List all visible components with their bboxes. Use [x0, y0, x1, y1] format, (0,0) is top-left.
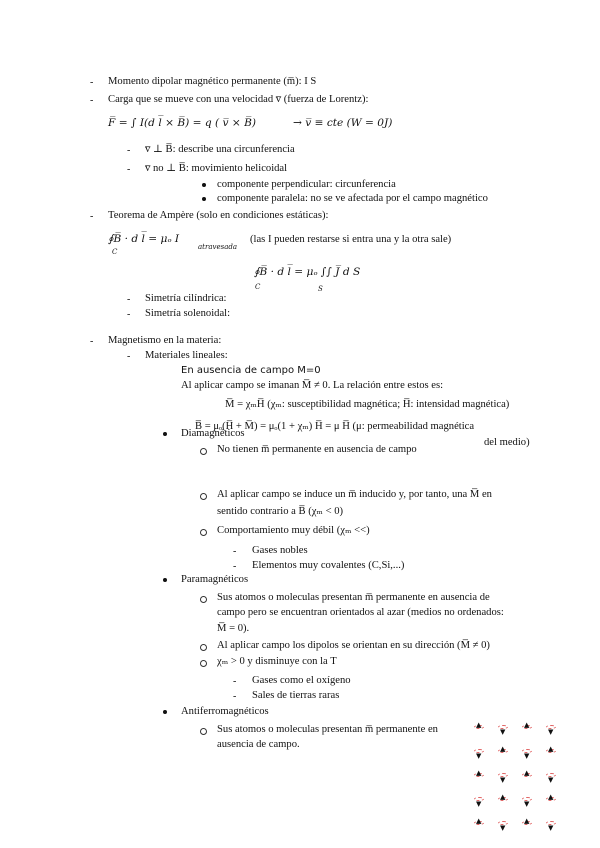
dash-marker: -	[127, 351, 131, 362]
bullet-circle	[200, 529, 207, 536]
text-line-no-permanent: No tienen m̅ permanente en ausencia de campo	[217, 444, 417, 455]
equation-ampere-density: ∮B̅ · d l̅ = μₒ ∫∫ J̅ d S	[254, 266, 361, 278]
text-line-del-medio: del medio)	[484, 437, 530, 448]
bullet-circle	[200, 448, 207, 455]
equation-magnetization: M̅ = χₘH̅ (χₘ: susceptibilidad magnética; H̅: intensidad magnética)	[225, 399, 510, 410]
text-line-helical: v̅ no ⊥ B̅: movimiento helicoidal	[145, 163, 288, 174]
spin-up-icon: ▲	[546, 794, 556, 808]
spin-down-icon: ▼	[474, 794, 484, 808]
spin-up-icon: ▲	[522, 722, 532, 736]
text-line-no-field: En ausencia de campo M=0	[181, 365, 321, 376]
spin-up-icon: ▲	[474, 770, 484, 784]
spin-down-icon: ▼	[474, 746, 484, 760]
text-line-lorentz: Carga que se mueve con una velocidad v̅ (fuerza de Lorentz):	[108, 94, 369, 105]
text-line-dipole-moment: Momento dipolar magnético permanente (m̅): I S	[108, 76, 317, 87]
spin-down-icon: ▼	[546, 818, 556, 832]
spin-down-icon: ▼	[546, 770, 556, 784]
text-line-opposite: sentido contrario a B̅ (χₘ < 0)	[217, 506, 344, 517]
spin-down-icon: ▼	[546, 722, 556, 736]
spin-up-icon: ▲	[498, 746, 508, 760]
spin-down-icon: ▼	[522, 794, 532, 808]
spin-down-icon: ▼	[522, 746, 532, 760]
spin-down-icon: ▼	[498, 770, 508, 784]
dash-marker: -	[90, 77, 94, 88]
bullet-dot	[163, 578, 167, 582]
bullet-circle	[200, 644, 207, 651]
bullet-circle	[200, 728, 207, 735]
text-line-covalent: Elementos muy covalentes (C,Si,...)	[252, 560, 405, 571]
dash-marker: -	[233, 561, 237, 572]
dash-marker: -	[127, 309, 131, 320]
equation-contour-label: C	[255, 283, 261, 291]
dash-marker: -	[233, 691, 237, 702]
dash-marker: -	[127, 164, 131, 175]
bullet-circle	[200, 596, 207, 603]
text-line-unordered: campo pero se encuentran orientados al azar (medios no ordenados:	[217, 607, 504, 618]
text-line-parallel-component: componente paralela: no se ve afectada por el campo magnético	[217, 193, 488, 204]
spin-down-icon: ▼	[498, 722, 508, 736]
equation-surface-label: S	[318, 285, 323, 293]
heading-paramagnetic: Paramagnéticos	[181, 574, 249, 585]
dash-marker: -	[90, 336, 94, 347]
text-line-apply-field: Al aplicar campo se imanan M̅ ≠ 0. La relación entre estos es:	[181, 380, 444, 391]
section-heading-magnetism: Magnetismo en la materia:	[108, 335, 222, 346]
dash-marker: -	[233, 546, 237, 557]
bullet-dot	[163, 710, 167, 714]
dash-marker: -	[233, 676, 237, 687]
text-line-perpendicular: v̅ ⊥ B̅: describe una circunferencia	[145, 144, 295, 155]
bullet-dot	[163, 432, 167, 436]
spin-down-icon: ▼	[498, 818, 508, 832]
bullet-circle	[200, 660, 207, 667]
text-line-permanent-random: Sus atomos o moleculas presentan m̅ permanente en ausencia de	[217, 592, 490, 603]
spin-up-icon: ▲	[498, 794, 508, 808]
text-line-m-zero: M̅ = 0).	[217, 623, 250, 634]
text-line-oxygen: Gases como el oxígeno	[252, 675, 351, 686]
dash-marker: -	[127, 145, 131, 156]
text-line-induced: Al aplicar campo se induce un m̅ inducido y, por tanto, una M̅ en	[217, 489, 492, 500]
text-line-perp-component: componente perpendicular: circunferencia	[217, 179, 396, 190]
equation-constant-velocity: → v̅ ≡ cte (W = 0J)	[293, 117, 393, 129]
text-line-linear-materials: Materiales lineales:	[145, 350, 228, 361]
equation-contour-label: C	[112, 248, 118, 256]
text-line-ampere-note: (las I pueden restarse si entra una y la otra sale)	[250, 234, 452, 245]
spin-up-icon: ▲	[546, 746, 556, 760]
text-line-cylindrical: Simetría cilíndrica:	[145, 293, 227, 304]
equation-subscript-atravesada: atravesada	[198, 243, 238, 251]
text-line-permanent-moment: Sus atomos o moleculas presentan m̅ permanente en	[217, 724, 438, 735]
text-line-rare-earth: Sales de tierras raras	[252, 690, 340, 701]
text-line-noble-gases: Gases nobles	[252, 545, 308, 556]
equation-lorentz-force: F̅ = ∫ I(d l̅ × B̅) = q ( v̅ × B̅)	[108, 117, 257, 129]
dash-marker: -	[90, 211, 94, 222]
text-line-weak: Comportamiento muy débil (χₘ <<)	[217, 525, 370, 536]
equation-ampere-current: ∮B̅ · d l̅ = μₒ I	[108, 233, 180, 245]
spin-up-icon: ▲	[474, 722, 484, 736]
spin-up-icon: ▲	[522, 770, 532, 784]
equation-b-field: B̅ = μₒ(H̅ + M̅) = μₒ(1 + χₘ) H̅ = μ H̅ (μ: permeabilidad magnética	[195, 421, 475, 432]
bullet-dot	[202, 183, 206, 187]
text-line-chi-positive: χₘ > 0 y disminuye con la T	[217, 656, 337, 667]
text-line-absence-field: ausencia de campo.	[217, 739, 300, 750]
text-line-solenoidal: Simetría solenoidal:	[145, 308, 231, 319]
heading-antiferromagnetic: Antiferromagnéticos	[181, 706, 269, 717]
antiferromagnetic-spin-diagram	[470, 722, 570, 842]
bullet-dot	[202, 197, 206, 201]
bullet-circle	[200, 493, 207, 500]
dash-marker: -	[127, 294, 131, 305]
dash-marker: -	[90, 95, 94, 106]
text-line-dipoles-orient: Al aplicar campo los dipolos se orientan en su dirección (M̅ ≠ 0)	[217, 640, 490, 651]
spin-up-icon: ▲	[474, 818, 484, 832]
heading-diamagnetic: Diamagnéticos	[181, 428, 245, 439]
text-line-ampere: Teorema de Ampère (solo en condiciones estáticas):	[108, 210, 329, 221]
spin-up-icon: ▲	[522, 818, 532, 832]
